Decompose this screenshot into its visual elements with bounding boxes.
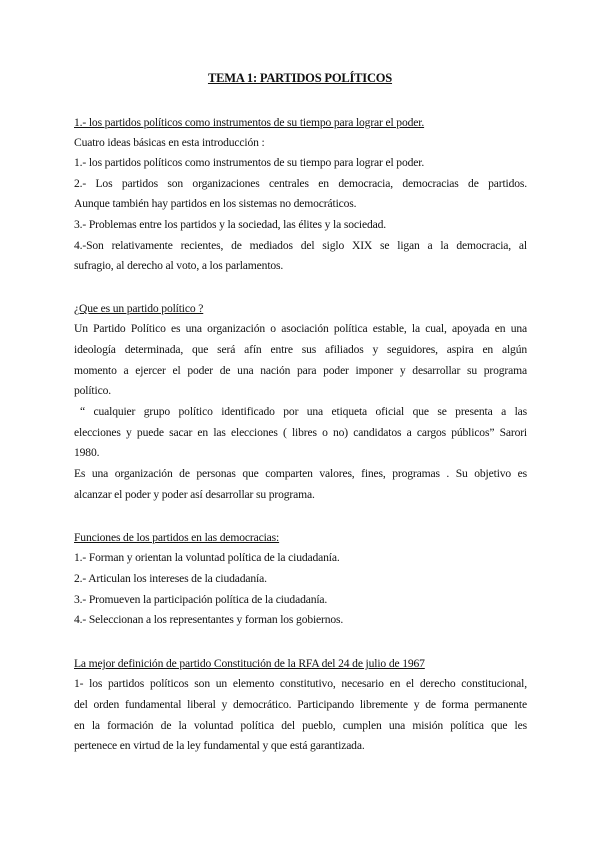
list-item-continuation: sufragio, al derecho al voto, a los parlamentos. bbox=[74, 259, 284, 272]
paragraph-line: ideología determinada, que será afín entre sus afiliados y seguidores, aspira en algún bbox=[74, 343, 527, 356]
list-item: 3.- Promueven la participación política de la ciudadanía. bbox=[74, 593, 328, 606]
paragraph-line: político. bbox=[74, 384, 111, 397]
paragraph-line: en la formación de la voluntad política del pueblo, cumplen una misión política que les bbox=[74, 719, 527, 732]
paragraph-line: 1- los partidos políticos son un elemento constitutivo, necesario en el derecho constitucional, bbox=[74, 677, 527, 690]
paragraph-line: Un Partido Político es una organización o asociación política estable, la cual, apoyada en una bbox=[74, 322, 527, 335]
list-item-continuation: Aunque también hay partidos en los sistemas no democráticos. bbox=[74, 197, 357, 210]
paragraph-line: momento a ejercer el poder de una nación para poder imponer y desarrollar su programa bbox=[74, 364, 527, 377]
list-item: 4.- Seleccionan a los representantes y forman los gobiernos. bbox=[74, 613, 344, 626]
section-heading-rfa-definition: La mejor definición de partido Constitución de la RFA del 24 de julio de 1967 bbox=[74, 657, 425, 670]
section-heading-instruments: 1.- los partidos políticos como instrumentos de su tiempo para lograr el poder. bbox=[74, 116, 425, 129]
quote-line: “ cualquier grupo político identificado por una etiqueta oficial que se presenta a las bbox=[80, 405, 527, 418]
paragraph-line: Es una organización de personas que comparten valores, fines, programas . Su objetivo es bbox=[74, 467, 527, 480]
list-item: 3.- Problemas entre los partidos y la sociedad, las élites y la sociedad. bbox=[74, 218, 386, 231]
paragraph-line: Cuatro ideas básicas en esta introducción : bbox=[74, 136, 265, 149]
list-item: 1.- los partidos políticos como instrumentos de su tiempo para lograr el poder. bbox=[74, 156, 425, 169]
list-item: 2.- Articulan los intereses de la ciudadanía. bbox=[74, 572, 267, 585]
paragraph-line: del orden fundamental liberal y democrático. Participando libremente y de forma permanente bbox=[74, 698, 527, 711]
list-item: 4.-Son relativamente recientes, de mediados del siglo XIX se ligan a la democracia, al bbox=[74, 239, 527, 252]
list-item: 2.- Los partidos son organizaciones centrales en democracia, democracias de partidos. bbox=[74, 177, 527, 190]
page-title: TEMA 1: PARTIDOS POLÍTICOS bbox=[207, 71, 393, 85]
quote-line: 1980. bbox=[74, 446, 100, 459]
paragraph-line: alcanzar el poder y poder así desarrollar su programa. bbox=[74, 488, 315, 501]
section-heading-functions: Funciones de los partidos en las democracias: bbox=[74, 531, 280, 544]
list-item: 1.- Forman y orientan la voluntad política de la ciudadanía. bbox=[74, 551, 340, 564]
quote-line: elecciones y puede sacar en las elecciones ( libres o no) candidatos a cargos públicos” Sarori bbox=[74, 426, 527, 439]
section-heading-what-is-party: ¿Que es un partido político ? bbox=[74, 302, 204, 315]
paragraph-line: pertenece en virtud de la ley fundamental y que está garantizada. bbox=[74, 739, 365, 752]
